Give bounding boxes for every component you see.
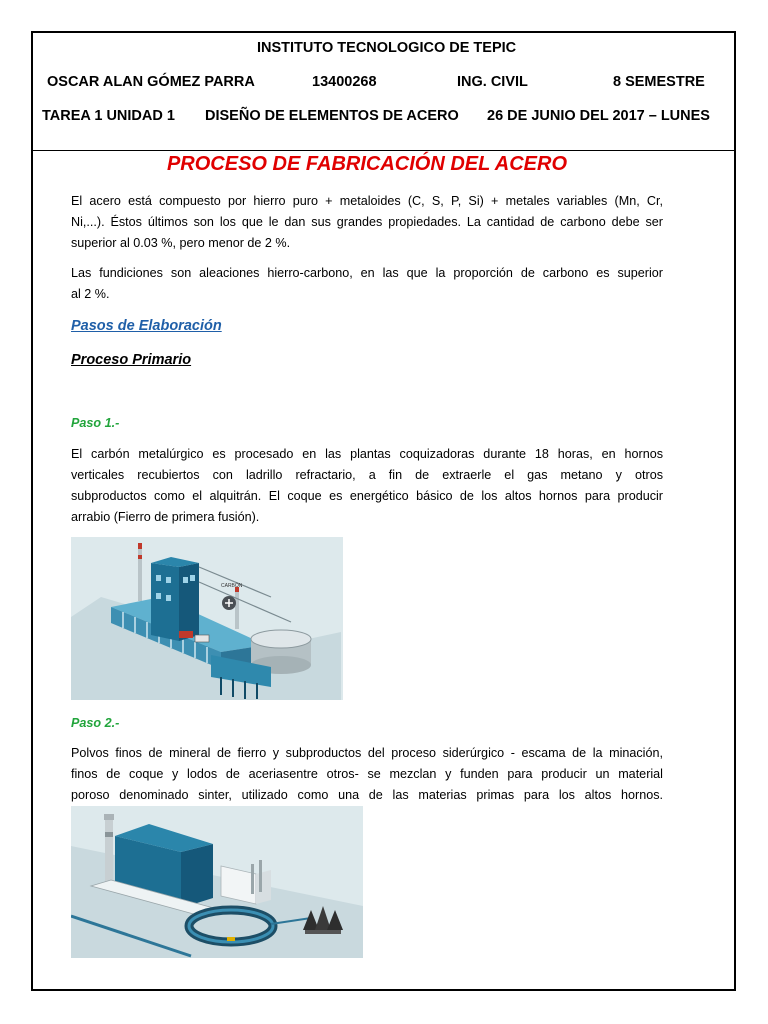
step-2-label: Paso 2.- [71, 716, 120, 730]
intro-line: El acero está compuesto por hierro puro + metaloides (C, S, P, Si) + metales variables (Mn, Cr, [71, 194, 663, 208]
document-header [33, 33, 734, 151]
task-label: TAREA 1 UNIDAD 1 [42, 108, 175, 124]
document-title: PROCESO DE FABRICACIÓN DEL ACERO [166, 153, 568, 175]
institute-name: INSTITUTO TECNOLOGICO DE TEPIC [257, 40, 517, 56]
intro-line: Las fundiciones son aleaciones hierro-carbono, en las que la proporción de carbono es superior [71, 266, 663, 280]
date: 26 DE JUNIO DEL 2017 – LUNES [487, 108, 710, 124]
student-name: OSCAR ALAN GÓMEZ PARRA [47, 74, 255, 90]
subject-name: DISEÑO DE ELEMENTOS DE ACERO [205, 108, 459, 124]
step-1-line: subproductos como el alquitrán. El coque es energético básico de los altos hornos para producir [71, 489, 663, 503]
student-id: 13400268 [312, 74, 377, 90]
intro-line: Ni,...). Éstos últimos son los que le dan sus grandes propiedades. La cantidad de carbono debe ser [71, 215, 663, 229]
career: ING. CIVIL [457, 74, 528, 90]
coal-label: CARBÓN [221, 583, 243, 589]
coke-plant-illustration [71, 537, 343, 700]
intro-line: al 2 %. [71, 287, 110, 301]
page-frame [31, 31, 736, 991]
step-2-line: poroso denominado sinter, utilizado como una de las materias primas para los altos hornos. [71, 788, 663, 802]
step-1-line: arrabio (Fierro de primera fusión). [71, 510, 260, 524]
section-heading: Pasos de Elaboración [71, 318, 222, 334]
intro-line: superior al 0.03 %, pero menor de 2 %. [71, 236, 291, 250]
step-1-line: verticales recubiertos con ladrillo refractario, a fin de extraerle el gas metano y otros [71, 468, 663, 482]
subsection-heading: Proceso Primario [71, 352, 192, 368]
semester: 8 SEMESTRE [613, 74, 705, 90]
step-1-label: Paso 1.- [71, 416, 120, 430]
step-2-line: Polvos finos de mineral de fierro y subproductos del proceso siderúrgico - escama de la minación, [71, 746, 663, 760]
step-1-line: El carbón metalúrgico es procesado en las plantas coquizadoras durante 18 horas, en hornos [71, 447, 663, 461]
sinter-plant-illustration [71, 806, 363, 958]
step-2-line: finos de coque y lodos de aceriasentre otros- se mezclan y funden para producir un material [71, 767, 663, 781]
